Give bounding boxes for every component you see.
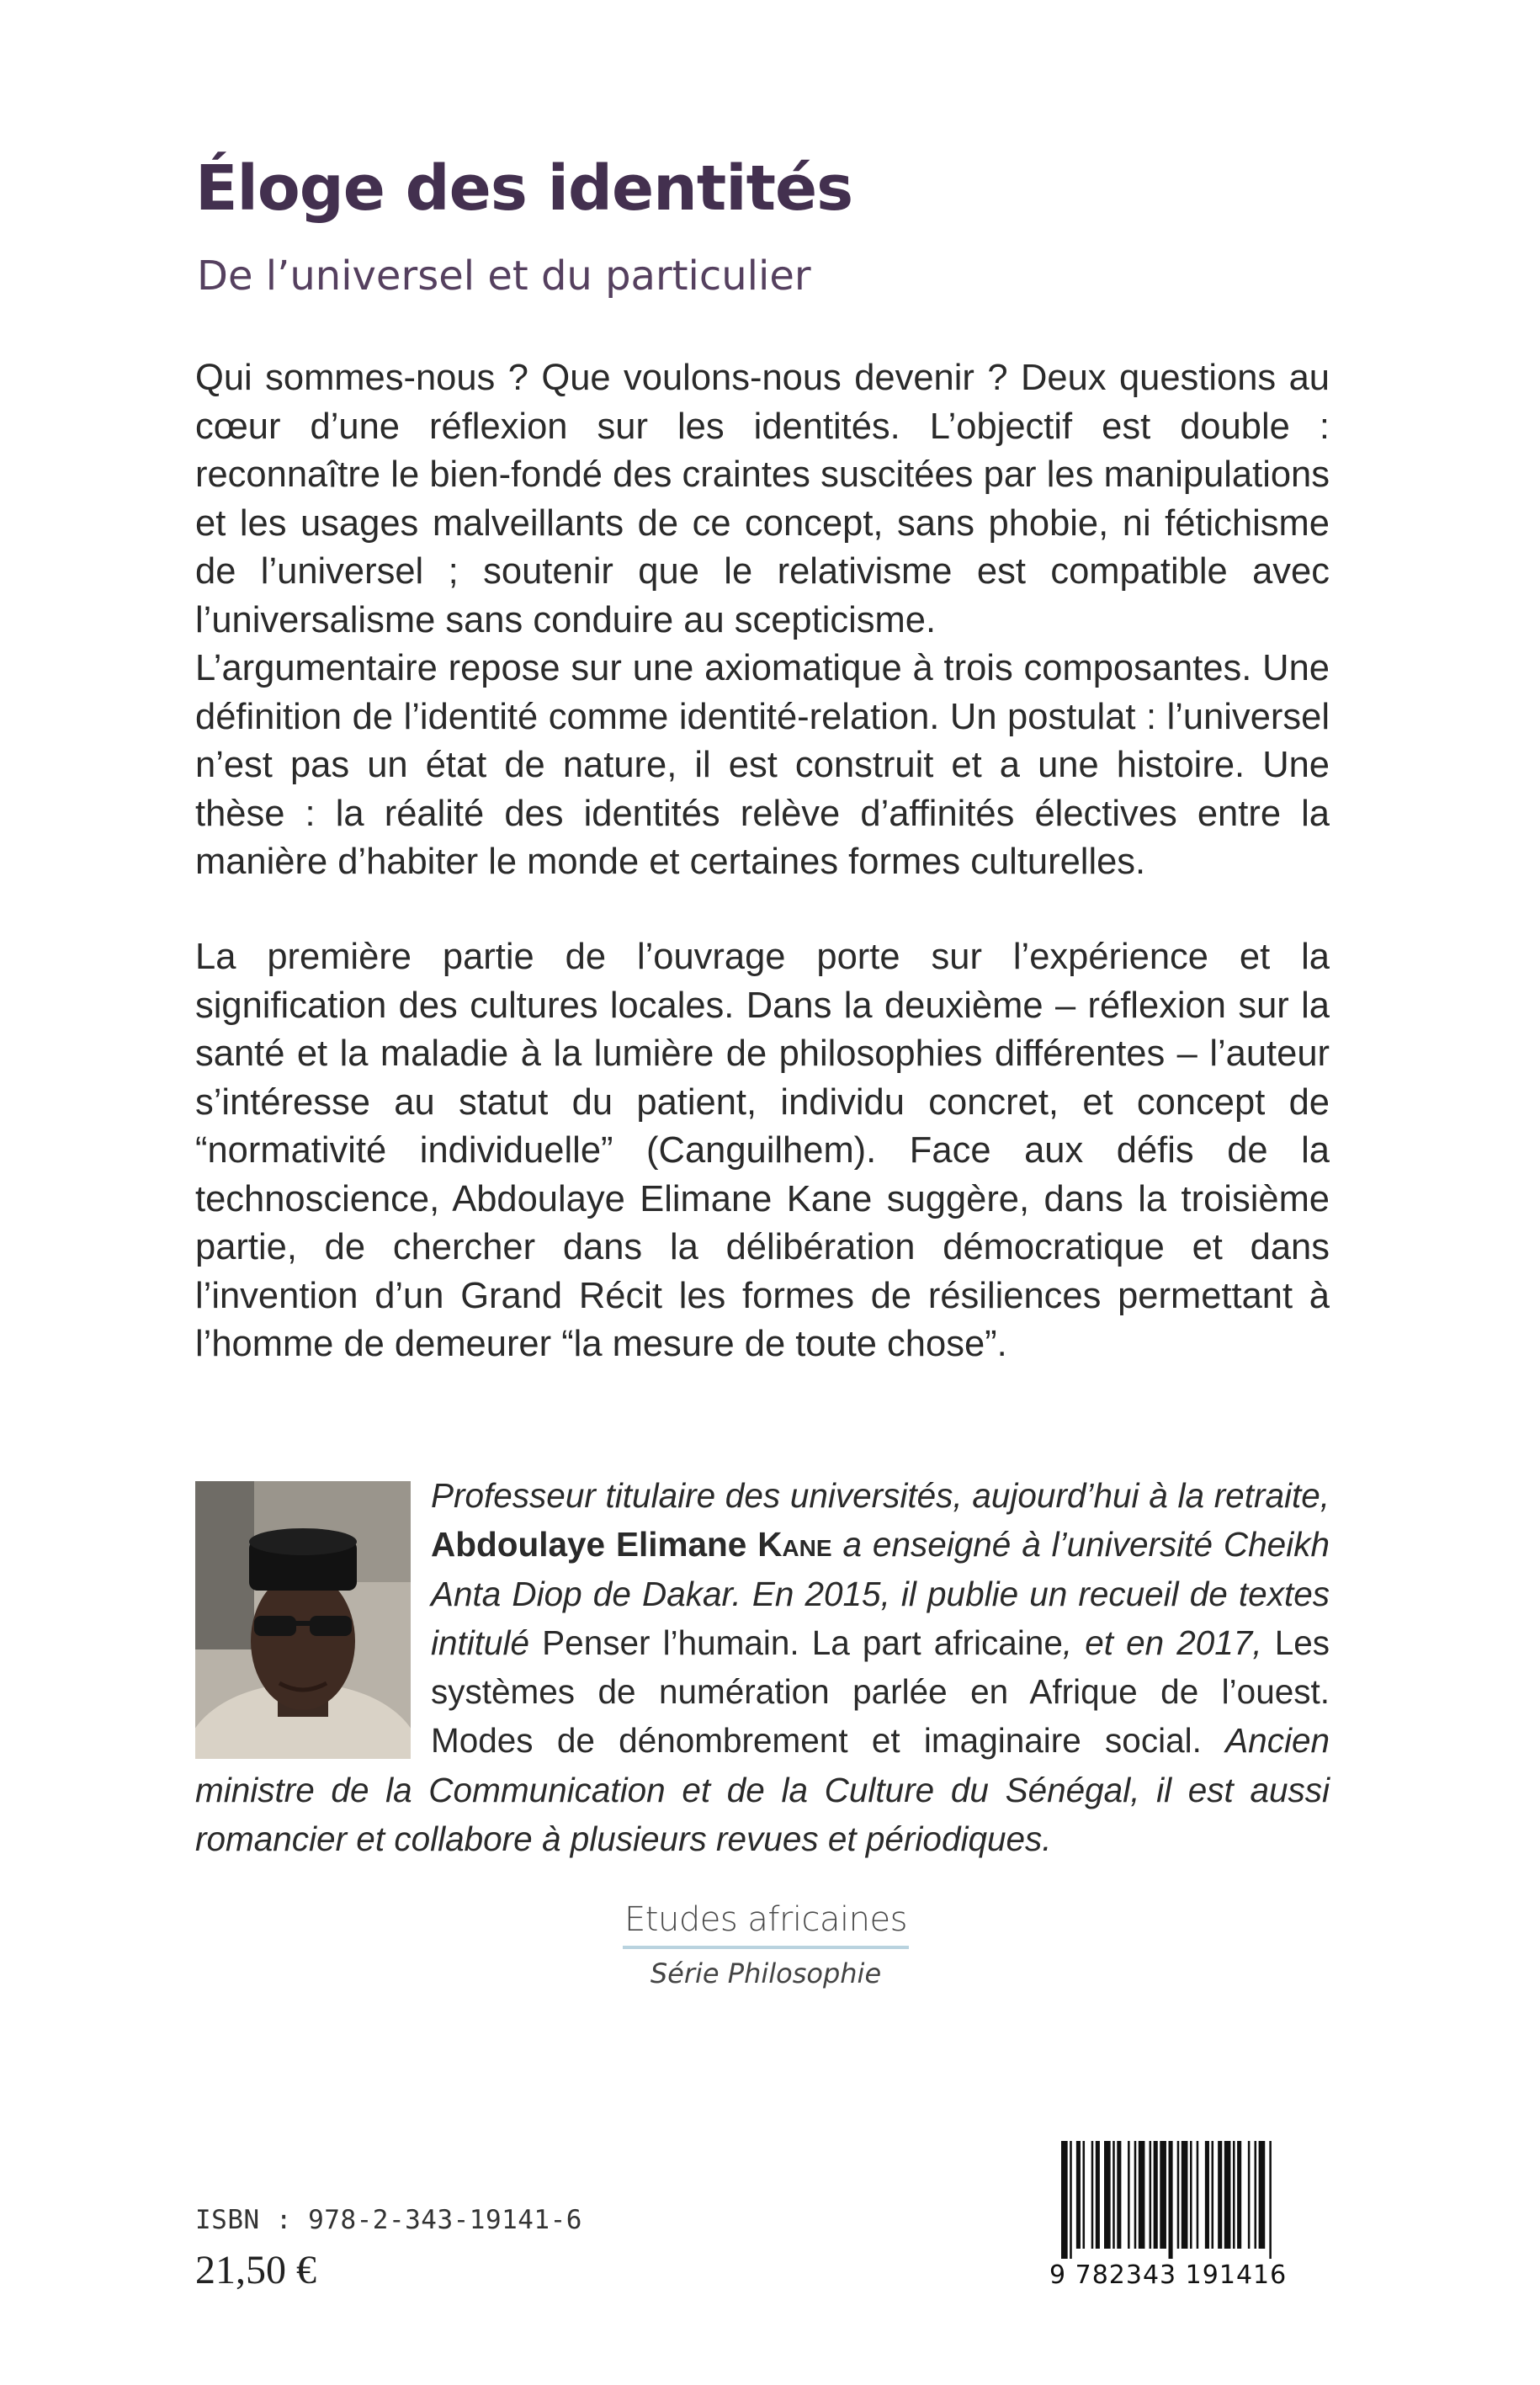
- barcode-bar: [1197, 2141, 1199, 2249]
- author-name-last: Kane: [757, 1525, 832, 1564]
- barcode: [1049, 2141, 1319, 2292]
- barcode-bar: [1190, 2141, 1192, 2249]
- collection-series: Série Philosophie: [650, 1957, 882, 1989]
- book-title: Éloge des identités: [195, 152, 853, 225]
- barcode-bar: [1154, 2141, 1158, 2249]
- bio-work-1: Penser l’humain. La part africaine: [542, 1623, 1063, 1662]
- barcode-bar: [1169, 2141, 1173, 2259]
- barcode-bar: [1259, 2141, 1266, 2249]
- isbn: ISBN : 978-2-343-19141-6: [195, 2205, 582, 2235]
- collection-logo: [623, 1900, 909, 1989]
- barcode-bar: [1237, 2141, 1241, 2249]
- barcode-bar: [1104, 2141, 1111, 2249]
- barcode-bar: [1117, 2141, 1121, 2249]
- barcode-bar: [1255, 2141, 1257, 2249]
- bio-text-3: , et en 2017,: [1062, 1623, 1262, 1662]
- price: 21,50 €: [195, 2248, 316, 2292]
- barcode-bar: [1070, 2141, 1072, 2259]
- collection-divider: [623, 1946, 909, 1949]
- barcode-bar: [1150, 2141, 1152, 2249]
- bio-text-2: a enseigné à l’université Cheikh Anta Diop de Dakar. En 2015, il publie un recueil de textes intitulé: [431, 1525, 1330, 1662]
- barcode-bar: [1177, 2141, 1180, 2249]
- barcode-bar: [1248, 2141, 1251, 2249]
- barcode-bar: [1139, 2141, 1145, 2249]
- barcode-bar: [1218, 2141, 1222, 2249]
- collection-name: Etudes africaines: [624, 1900, 907, 1939]
- barcode-bar: [1134, 2141, 1137, 2249]
- barcode-bar: [1205, 2141, 1209, 2249]
- blurb-paragraph-1: Qui sommes-nous ? Que voulons-nous devenir ? Deux questions au cœur d’une réflexion sur les identités. L’objectif est double : reconnaître le bien-fondé des craintes suscitées par les manipulations et les usages malveillants de ce concept, sans phobie, ni fétichisme de l’universel ; soutenir que le relativisme est compatible avec l’universalisme sans conduire au scepticisme.: [195, 358, 1330, 640]
- author-name-first: Abdoulaye Elimane: [431, 1525, 747, 1564]
- barcode-bars: [1049, 2141, 1319, 2259]
- barcode-bar: [1061, 2141, 1068, 2259]
- bio-text-4: Ancien ministre de la Communication et de la Culture du Sénégal, il est aussi romancier et collabore à plusieurs revues et périodiques.: [195, 1721, 1330, 1859]
- barcode-digits: 9 782343 191416: [1049, 2260, 1288, 2290]
- bio-text-1: Professeur titulaire des universités, aujourd’hui à la retraite,: [431, 1476, 1330, 1515]
- photo-wrap-spacer: [195, 1471, 431, 1753]
- author-bio: [195, 1471, 1330, 1863]
- barcode-bar: [1076, 2141, 1081, 2249]
- barcode-bar: [1182, 2141, 1188, 2249]
- barcode-bar: [1224, 2141, 1231, 2249]
- book-subtitle: De l’universel et du particulier: [197, 252, 811, 300]
- barcode-bar: [1096, 2141, 1100, 2249]
- blurb-paragraph-2: L’argumentaire repose sur une axiomatique à trois composantes. Une définition de l’identité comme identité-relation. Un postulat : l’universel n’est pas un état de nature, il est construit et a une histoire. Une thèse : la réalité des identités relève d’affinités électives entre la manière d’habiter le monde et certaines formes culturelles.: [195, 648, 1330, 882]
- barcode-bar: [1113, 2141, 1115, 2249]
- barcode-bar: [1128, 2141, 1130, 2249]
- bio-work-2: Les systèmes de numération parlée en Afrique de l’ouest. Modes de dénombrement et imaginaire social.: [431, 1623, 1330, 1761]
- barcode-bar: [1083, 2141, 1086, 2249]
- barcode-bar: [1269, 2141, 1272, 2259]
- blurb-paragraph-3: La première partie de l’ouvrage porte sur l’expérience et la signification des cultures locales. Dans la deuxième – réflexion sur la santé et la maladie à la lumière de philosophies différentes – l’auteur s’intéresse au statut du patient, individu concret, et concept de “normativité individuelle” (Canguilhem). Face aux défis de la technoscience, Abdoulaye Elimane Kane suggère, dans la troisième partie, de chercher dans la délibération démocratique et dans l’invention d’un Grand Récit les formes de résiliences permettant à l’homme de demeurer “la mesure de toute chose”.: [195, 937, 1330, 1364]
- barcode-bar: [1160, 2141, 1166, 2249]
- barcode-bar: [1233, 2141, 1235, 2249]
- barcode-bar: [1091, 2141, 1094, 2249]
- barcode-bar: [1212, 2141, 1214, 2249]
